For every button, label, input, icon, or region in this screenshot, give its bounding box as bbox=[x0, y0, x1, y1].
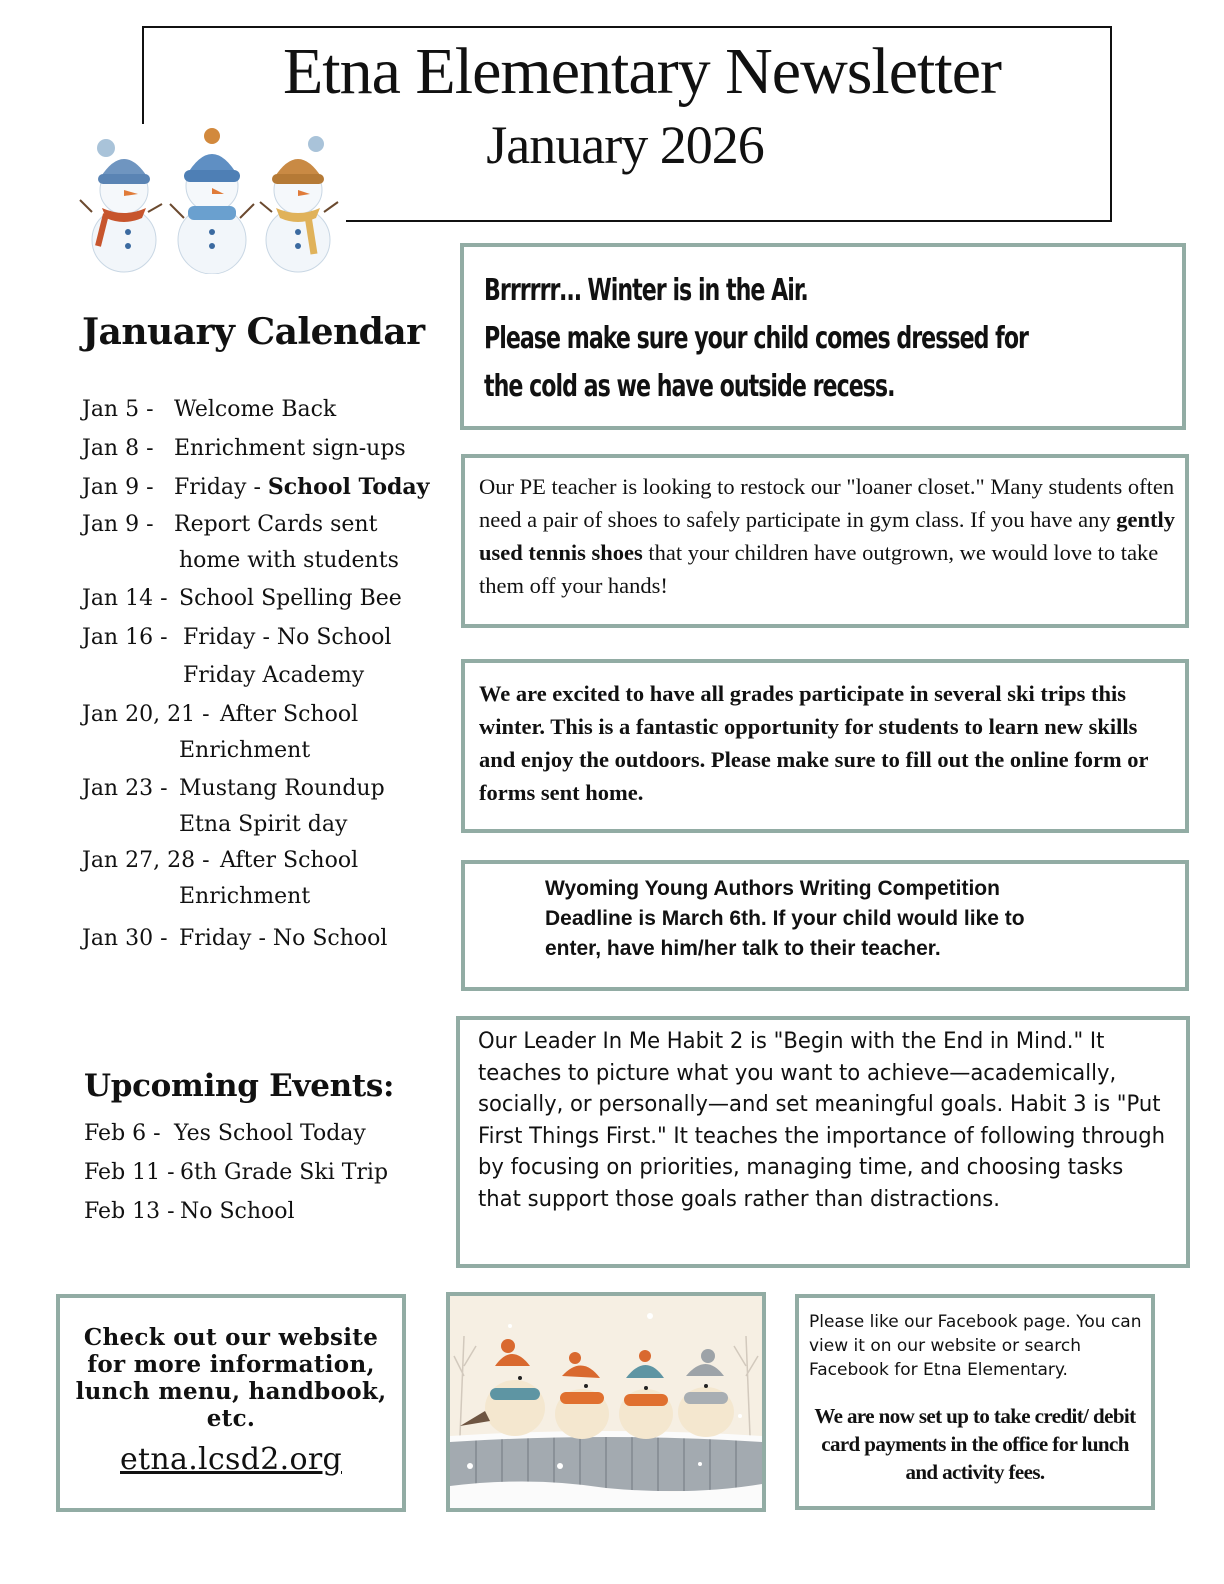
calendar-event: Report Cards sent bbox=[174, 512, 378, 537]
calendar-item bbox=[82, 392, 462, 427]
calendar-date: Jan 9 - bbox=[82, 475, 154, 500]
calendar-date: Jan 30 - bbox=[82, 926, 168, 951]
calendar-date: Jan 9 - bbox=[82, 512, 154, 537]
upcoming-event-item bbox=[84, 1114, 388, 1153]
calendar-event: After School bbox=[220, 702, 359, 727]
ski-trip-notice-box bbox=[461, 659, 1189, 833]
calendar-event-continued: Enrichment bbox=[179, 884, 311, 909]
calendar-event: School Spelling Bee bbox=[179, 586, 402, 611]
winter-notice-text bbox=[484, 267, 1189, 411]
upcoming-event-date: Feb 11 - bbox=[84, 1160, 175, 1185]
calendar-item bbox=[82, 431, 462, 466]
calendar-list bbox=[82, 392, 462, 956]
calendar-date: Jan 5 - bbox=[82, 397, 154, 422]
website-link[interactable]: etna.lcsd2.org bbox=[120, 1442, 342, 1477]
young-authors-line: Wyoming Young Authors Writing Competition bbox=[545, 877, 1000, 900]
calendar-event: Friday - No School bbox=[179, 926, 388, 951]
upcoming-event-date: Feb 13 - bbox=[84, 1199, 175, 1224]
calendar-item bbox=[82, 581, 462, 616]
pe-notice-box bbox=[461, 454, 1189, 628]
winter-notice-box bbox=[460, 243, 1186, 430]
calendar-event: Mustang Roundup bbox=[179, 776, 385, 801]
young-authors-notice-text bbox=[545, 874, 1145, 964]
fence bbox=[450, 1431, 762, 1491]
calendar-date: Jan 16 - bbox=[82, 625, 168, 650]
calendar-event: Enrichment sign-ups bbox=[174, 436, 406, 461]
calendar-event: Friday - bbox=[174, 475, 268, 500]
pe-notice-text-part: that your children have outgrown, we would love to take them off your hands! bbox=[479, 540, 1159, 598]
calendar-item bbox=[82, 921, 462, 956]
winter-notice-line: Please make sure your child comes dressed for bbox=[484, 321, 1028, 356]
calendar-date: Jan 20, 21 - bbox=[82, 702, 210, 727]
calendar-item bbox=[82, 843, 462, 878]
young-authors-notice-box bbox=[461, 860, 1189, 991]
calendar-item bbox=[82, 470, 462, 505]
upcoming-event-item bbox=[84, 1192, 388, 1231]
snowman-left bbox=[80, 139, 162, 272]
newsletter-date: January 2026 bbox=[486, 115, 764, 175]
birds-on-fence-illustration bbox=[450, 1296, 762, 1508]
newsletter-title: Etna Elementary Newsletter bbox=[282, 35, 1001, 108]
calendar-item bbox=[82, 620, 462, 655]
calendar-item bbox=[82, 507, 462, 542]
upcoming-event-text: No School bbox=[180, 1199, 295, 1224]
calendar-event-continued: Enrichment bbox=[179, 738, 311, 763]
winter-notice-line: the cold as we have outside recess. bbox=[484, 369, 895, 404]
facebook-text: Please like our Facebook page. You can view it on our website or search Facebook for Etna Elementary. bbox=[809, 1312, 1142, 1380]
calendar-event-emphasis: School Today bbox=[267, 474, 430, 500]
website-info bbox=[60, 1324, 402, 1478]
calendar-event: After School bbox=[220, 848, 359, 873]
snowman-middle bbox=[170, 128, 254, 274]
upcoming-event-item bbox=[84, 1153, 388, 1192]
pe-notice-emphasis: gently used tennis shoes bbox=[479, 507, 1176, 565]
calendar-date: Jan 23 - bbox=[82, 776, 168, 801]
calendar-item bbox=[82, 771, 462, 806]
winter-notice-line: Brrrrrr… Winter is in the Air. bbox=[484, 273, 808, 308]
calendar-date: Jan 27, 28 - bbox=[82, 848, 210, 873]
website-box bbox=[56, 1294, 406, 1512]
upcoming-event-text: Yes School Today bbox=[174, 1121, 366, 1146]
young-authors-line: Deadline is March 6th. If your child would like to bbox=[545, 907, 1025, 930]
calendar-date: Jan 8 - bbox=[82, 436, 154, 461]
pe-notice-text bbox=[479, 470, 1179, 602]
calendar-event-continued: Friday Academy bbox=[183, 663, 365, 688]
website-text: Check out our website for more information, lunch menu, handbook, etc. bbox=[75, 1324, 387, 1432]
facebook-payments-box bbox=[795, 1294, 1155, 1510]
calendar-event: Welcome Back bbox=[174, 397, 337, 422]
birds-image-box bbox=[446, 1292, 766, 1512]
calendar-item bbox=[82, 697, 462, 732]
snowman-right bbox=[260, 136, 338, 272]
calendar-event-continued: home with students bbox=[179, 548, 399, 573]
calendar-event: Friday - No School bbox=[183, 625, 392, 650]
calendar-heading: January Calendar bbox=[82, 311, 425, 353]
calendar-event-continued: Etna Spirit day bbox=[179, 812, 348, 837]
pe-notice-text-part: Our PE teacher is looking to restock our "loaner closet." Many students often need a pair of shoes to safely participate in gym class. If you have any bbox=[479, 474, 1175, 532]
ski-trip-notice-text: We are excited to have all grades participate in several ski trips this winter. This is a fantastic opportunity for students to learn new skills and enjoy the outdoors. Please make sure to fill out the online form or forms sent home. bbox=[479, 681, 1149, 805]
leader-in-me-box bbox=[456, 1016, 1190, 1268]
header-underline bbox=[346, 220, 1112, 222]
upcoming-events-list bbox=[84, 1114, 388, 1231]
upcoming-event-date: Feb 6 - bbox=[84, 1121, 161, 1146]
snowmen-illustration bbox=[76, 122, 346, 274]
upcoming-event-text: 6th Grade Ski Trip bbox=[180, 1160, 389, 1185]
calendar-date: Jan 14 - bbox=[82, 586, 168, 611]
young-authors-line: enter, have him/her talk to their teacher. bbox=[545, 937, 941, 960]
upcoming-events-heading: Upcoming Events: bbox=[84, 1068, 395, 1104]
payments-text: We are now set up to take credit/ debit card payments in the office for lunch and activity fees. bbox=[814, 1404, 1136, 1484]
leader-in-me-text: Our Leader In Me Habit 2 is "Begin with the End in Mind." It teaches to picture what you want to achieve—academically, socially, or personally—and set meaningful goals. Habit 3 is "Put First Things First." It teaches the importance of following through by focusing on priorities, managing time, and choosing tasks that support those goals rather than distractions. bbox=[478, 1029, 1166, 1212]
